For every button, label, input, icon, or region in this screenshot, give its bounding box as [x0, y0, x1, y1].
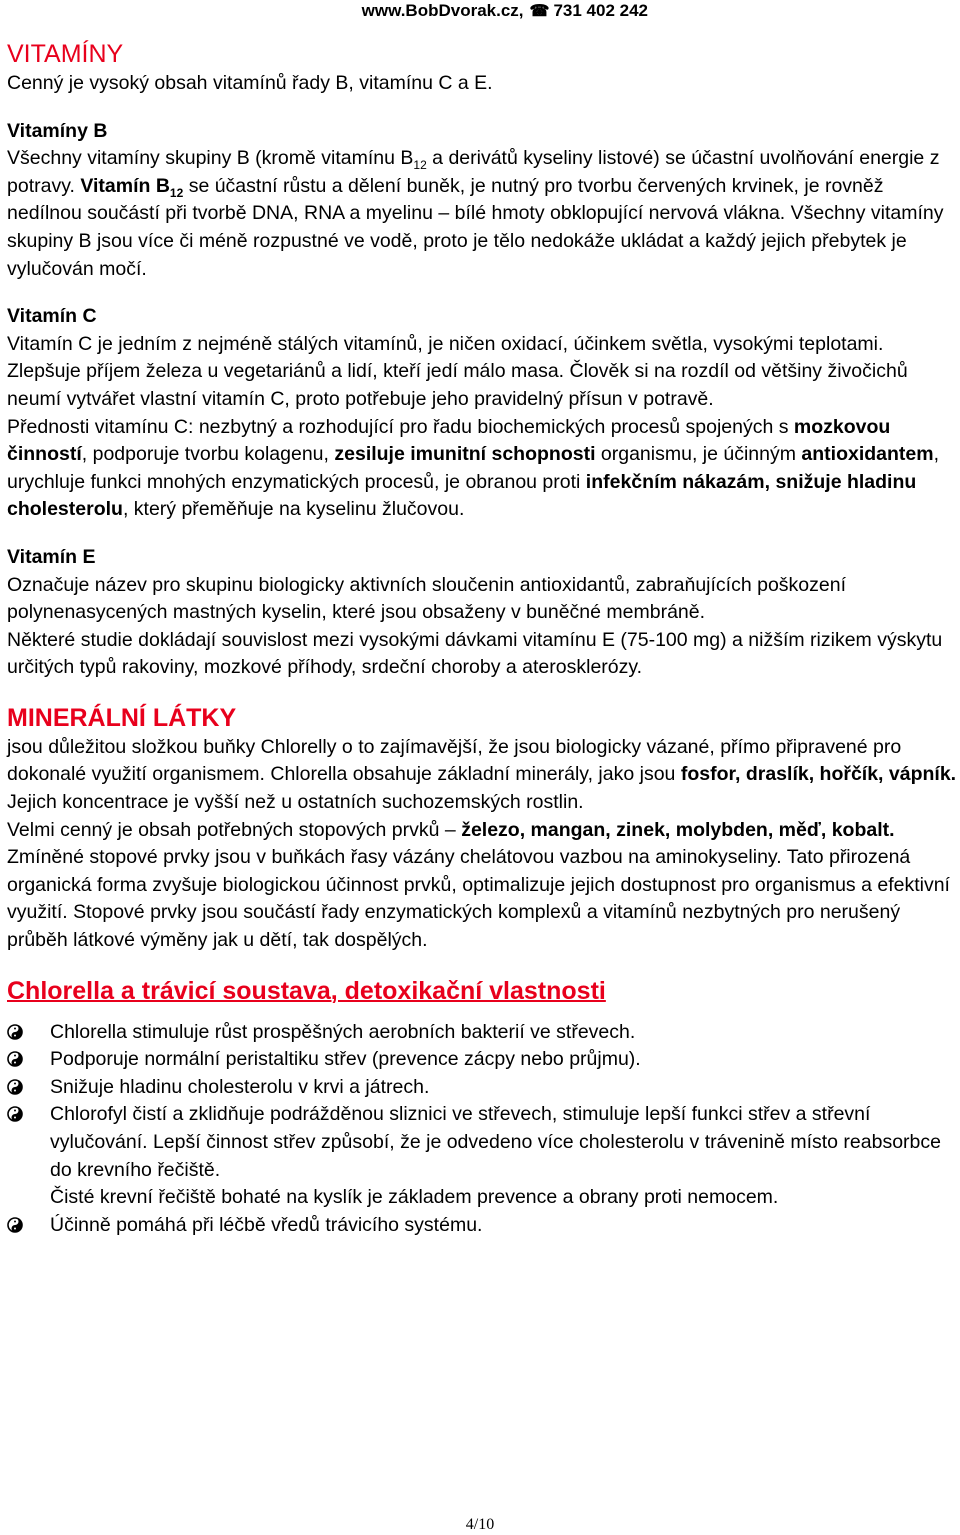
yin-yang-icon [7, 1024, 23, 1040]
bold-text: železo, mangan, zinek, molybden, měď, kobalt. [461, 818, 895, 841]
vitamin-c-paragraph-2 [7, 414, 957, 524]
list-item-text: Chlorella stimuluje růst prospěšných aerobních bakterií ve střevech. [50, 1020, 636, 1043]
list-item [7, 1074, 957, 1102]
chlorella-benefits-list [7, 1019, 957, 1240]
page-header [362, 0, 648, 23]
bold-text: Vitamín B [80, 174, 170, 197]
page-number: 4/10 [465, 1516, 495, 1533]
text-run: , který přeměňuje na kyselinu žlučovou. [122, 498, 465, 521]
document-body [7, 38, 957, 1239]
bold-text: antioxidantem [801, 443, 934, 466]
text-run: a derivátů kyseliny listové) se účastní uvolňování energie z potravy. [7, 147, 940, 197]
yin-yang-icon [7, 1079, 23, 1095]
list-item-text: Chlorofyl čistí a zklidňuje podrážděnou sliznici ve střevech, stimuluje lepší funkci střev a střevní vylučování. Lepší činnost střev způsobí, že je odvedeno více cholesterolu v tráveninĕ místo reabsorbce do krevního řečiště. [50, 1103, 941, 1181]
text-run: Přednosti vitamínu C: nezbytný a rozhodující pro řadu biochemických procesů spojených s [7, 415, 794, 438]
section-title-vitaminy: VITAMÍNY [7, 40, 124, 68]
text-run: , urychluje funkci mnohých enzymatických procesů, je obranou proti [7, 443, 940, 493]
yin-yang-icon [7, 1217, 23, 1233]
phone-number: 731 402 242 [553, 1, 648, 20]
vitamin-b-paragraph [7, 145, 957, 283]
list-item [7, 1101, 957, 1211]
list-item-text: Snižuje hladinu cholesterolu v krvi a játrech. [50, 1075, 430, 1098]
mineraly-paragraph-1 [7, 734, 957, 817]
subsection-title-vitamin-c: Vitamín C [7, 305, 97, 328]
text-run: Zmíněné stopové prvky jsou v buňkách řasy vázány chelátovou vazbou na aminokyseliny. Tato přirozená organická forma zvyšuje biologickou účinnost prvků, optimalizuje jejich dostupnost pro organismus a efektivní využití. Stopové prvky jsou součástí řady enzymatických komplexů a vitamínů nezbytných pro nerušený průběh látkové výměny jak u dětí, tak dospělých. [7, 846, 950, 952]
list-item-text: Účinně pomáhá při léčbě vředů trávicího systému. [50, 1213, 483, 1236]
subsection-title-vitamin-e: Vitamín E [7, 545, 96, 568]
bold-text: zesiluje imunitní schopnosti [334, 443, 596, 466]
list-item-text: Podporuje normální peristaltiku střev (prevence zácpy nebo průjmu). [50, 1048, 641, 1071]
telephone-icon: ☎ [529, 3, 550, 20]
list-item [7, 1212, 957, 1240]
subscript: 12 [413, 158, 427, 173]
bold-text: fosfor, draslík, hořčík, vápník. [680, 763, 957, 786]
text-run: Všechny vitamíny skupiny B (kromě vitamínu B [7, 147, 414, 170]
text-run: organismu, je účinným [595, 443, 802, 466]
vitaminy-intro: Cenný je vysoký obsah vitamínů řady B, vitamínu C a E. [7, 72, 493, 94]
yin-yang-icon [7, 1106, 23, 1122]
bold-text: mozkovou činností [7, 415, 891, 466]
text-run: jsou důležitou složkou buňky Chlorelly o to zajímavější, že jsou biologicky vázané, přímo připravené pro dokonalé využití organismem. Chlorella obsahuje základní minerály, jako jsou [7, 735, 902, 786]
subscript: 12 [169, 185, 184, 200]
text-run: , podporuje tvorbu kolagenu, [81, 443, 335, 466]
list-item [7, 1019, 957, 1047]
text-run: se účastní růstu a dělení buněk, je nutný pro tvorbu červených krvinek, je rovněž nedílnou součástí při tvorbě DNA, RNA a myelinu – bílé hmoty obklopující nervová vlákna. Všechny vitamíny skupiny B jsou více či méně rozpustné ve vodě, proto je tělo nedokáže ukládat a každý jejich přebytek je vylučován močí. [7, 174, 944, 280]
vitamin-e-paragraph-2: Některé studie dokládají souvislost mezi vysokými dávkami vitamínu E (75-100 mg) a nižším rizikem výskytu určitých typů rakoviny, mozkové příhody, srdeční choroby a aterosklerózy. [7, 628, 943, 679]
website-url[interactable]: www.BobDvorak.cz, [361, 1, 524, 20]
text-run: Jejich koncentrace je vyšší než u ostatních suchozemských rostlin. [7, 791, 584, 814]
section-title-chlorella: Chlorella a trávicí soustava, detoxikační vlastnosti [7, 976, 606, 1005]
yin-yang-icon [7, 1051, 23, 1067]
bold-text: infekčním nákazám, snižuje hladinu cholesterolu [7, 470, 917, 521]
list-item [7, 1046, 957, 1074]
list-item-text: Čisté krevní řečiště bohaté na kyslík je základem prevence a obrany proti nemocem. [50, 1186, 779, 1209]
text-run: Velmi cenný je obsah potřebných stopových prvků – [7, 818, 462, 841]
subsection-title-vitamin-b: Vitamíny B [7, 119, 108, 142]
vitamin-e-paragraph-1: Označuje název pro skupinu biologicky aktivních sloučenin antioxidantů, zabraňujících poškození polynenasycených mastných kyselin, které jsou obsaženy v buněčné membráně. [7, 573, 846, 624]
vitamin-c-paragraph-1: Vitamín C je jedním z nejméně stálých vitamínů, je ničen oxidací, účinkem světla, vysokými teplotami. Zlepšuje příjem železa u vegetariánů a lidí, kteří jedí málo masa. Člověk si na rozdíl od většiny živočichů neumí vytvářet vlastní vitamín C, proto potřebuje jeho pravidelný přísun v potravě. [7, 332, 908, 410]
section-title-mineraly: MINERÁLNÍ LÁTKY [7, 703, 237, 732]
mineraly-paragraph-2 [7, 817, 957, 955]
